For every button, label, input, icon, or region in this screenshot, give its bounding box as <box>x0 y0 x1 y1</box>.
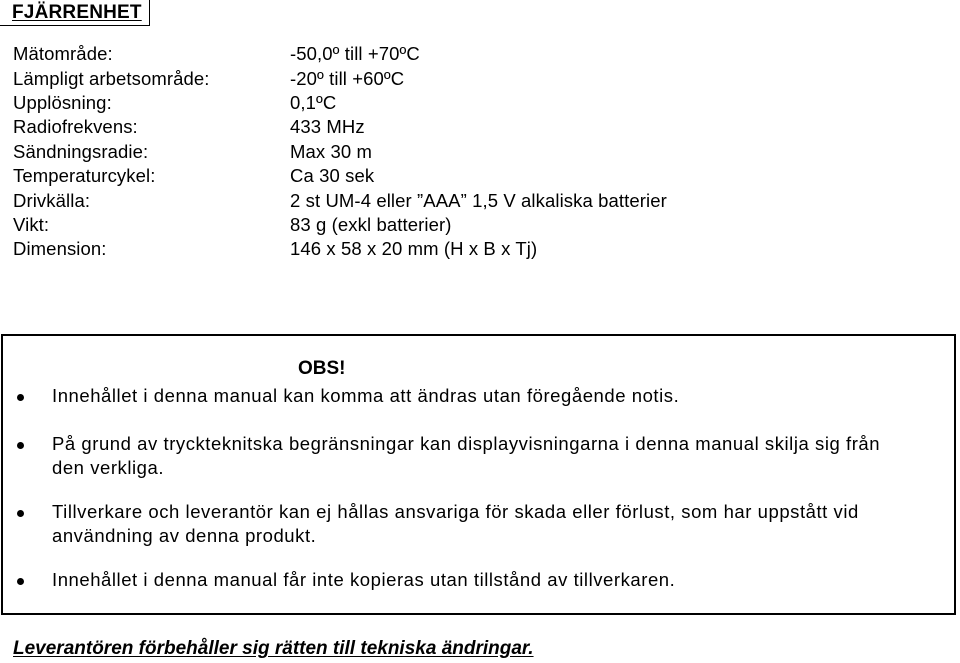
spec-value: 0,1ºC <box>290 91 337 113</box>
spec-value: Ca 30 sek <box>290 165 375 187</box>
spec-row-radio-frequency <box>13 115 913 139</box>
footer-disclaimer: Leverantören förbehåller sig rätten till tekniska ändringar. <box>13 638 534 659</box>
spec-label: Dimension: <box>13 238 107 260</box>
spec-label: Drivkälla: <box>13 189 91 211</box>
spec-value: 83 g (exkl batterier) <box>290 213 452 235</box>
spec-label: Upplösning: <box>13 91 112 113</box>
bullet-icon <box>17 510 24 517</box>
spec-value: -50,0º till +70ºC <box>290 43 420 65</box>
notice-heading: OBS! <box>298 358 346 379</box>
spec-row-weight <box>13 213 913 237</box>
spec-row-resolution <box>13 91 913 115</box>
spec-value: 433 MHz <box>290 116 365 138</box>
spec-label: Lämpligt arbetsområde: <box>13 67 210 89</box>
spec-label: Radiofrekvens: <box>13 116 138 138</box>
spec-row-dimension <box>13 237 913 261</box>
spec-label: Vikt: <box>13 213 50 235</box>
spec-value: 146 x 58 x 20 mm (H x B x Tj) <box>290 238 538 260</box>
notice-bullet-text: Tillverkare och leverantör kan ej hållas ansvariga för skada eller förlust, som har uppstått vid användning av denna produkt. <box>52 501 859 546</box>
page-title: FJÄRRENHET <box>12 2 142 23</box>
spec-value: Max 30 m <box>290 140 373 162</box>
spec-row-power-source <box>13 188 913 212</box>
notice-bullet-text: På grund av tryckteknitska begränsningar kan displayvisningarna i denna manual skilja sig från den verkliga. <box>52 433 881 478</box>
notice-box <box>1 334 956 615</box>
spec-label: Temperaturcykel: <box>13 165 156 187</box>
notice-bullet-text: Innehållet i denna manual kan komma att ändras utan föregående notis. <box>52 385 680 406</box>
spec-value: -20º till +60ºC <box>290 67 405 89</box>
spec-row-working-range <box>13 66 913 90</box>
spec-row-measure-range <box>13 42 913 66</box>
notice-bullet-text: Innehållet i denna manual får inte kopieras utan tillstånd av tillverkaren. <box>52 569 676 590</box>
bullet-icon <box>17 578 24 585</box>
spec-label: Mätområde: <box>13 43 113 65</box>
spec-row-temperature-cycle <box>13 164 913 188</box>
spec-label: Sändningsradie: <box>13 140 149 162</box>
spec-list <box>13 42 913 262</box>
bullet-icon <box>17 394 24 401</box>
spec-value: 2 st UM-4 eller ”AAA” 1,5 V alkaliska batterier <box>290 189 667 211</box>
bullet-icon <box>17 442 24 449</box>
spec-row-transmission-range <box>13 140 913 164</box>
